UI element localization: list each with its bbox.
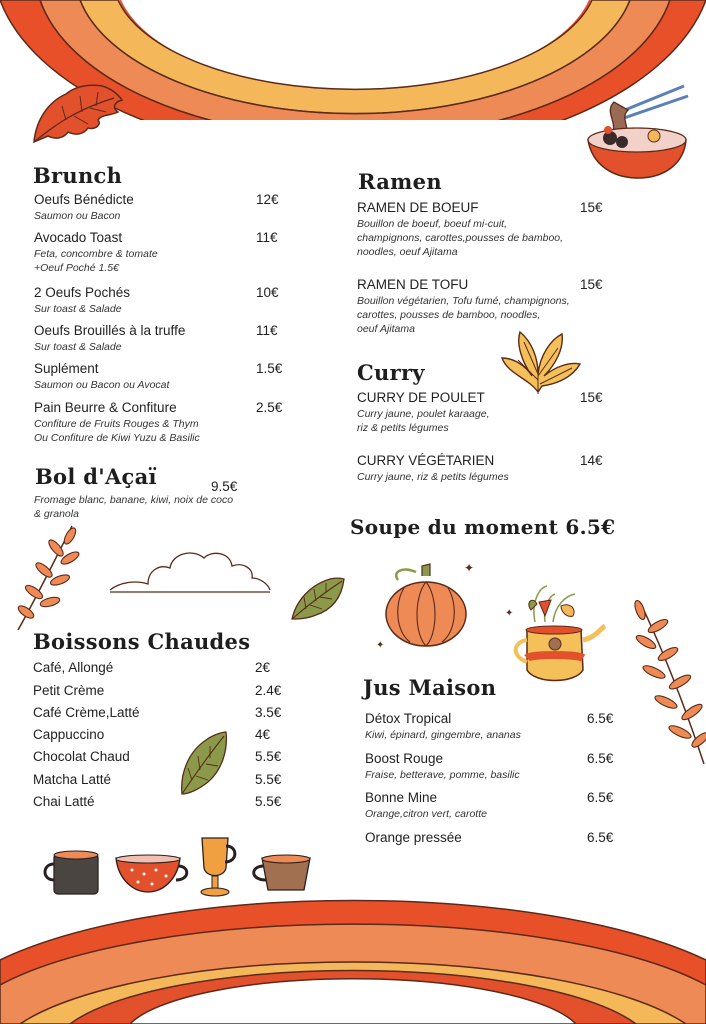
item-price: 15€ bbox=[580, 200, 603, 215]
pumpkin-icon bbox=[372, 560, 478, 652]
item-name: Pain Beurre & Confiture bbox=[34, 400, 177, 415]
boissons-title: Boissons Chaudes bbox=[33, 629, 251, 654]
item-description: Kiwi, épinard, gingembre, ananas bbox=[365, 729, 521, 741]
menu-item bbox=[34, 400, 200, 445]
item-description: champignons, carottes,pousses de bamboo, bbox=[357, 232, 564, 244]
item-price: 11€ bbox=[256, 230, 278, 245]
menu-item bbox=[365, 790, 487, 821]
item-description: Sur toast & Salade bbox=[34, 303, 122, 315]
menu-item bbox=[365, 751, 520, 782]
menu-item bbox=[34, 230, 158, 275]
item-description: Fraise, betterave, pomme, basilic bbox=[365, 769, 520, 781]
item-name: Oeufs Brouillés à la truffe bbox=[34, 323, 186, 338]
jus-title: Jus Maison bbox=[363, 675, 497, 700]
drink-price: 4€ bbox=[255, 727, 271, 742]
item-name: 2 Oeufs Pochés bbox=[34, 285, 131, 300]
acai-title: Bol d'Açaï bbox=[35, 464, 157, 489]
item-description-line-2: Ou Confiture de Kiwi Yuzu & Basilic bbox=[34, 432, 200, 444]
drink-price: 2.4€ bbox=[255, 683, 282, 698]
item-name: RAMEN DE TOFU bbox=[357, 277, 469, 292]
menu-item bbox=[357, 200, 563, 259]
item-description: Sur toast & Salade bbox=[34, 341, 122, 353]
item-name: CURRY DE POULET bbox=[357, 390, 485, 405]
drink-name: Petit Crème bbox=[33, 683, 105, 698]
acai-description-line-2: & granola bbox=[34, 508, 79, 520]
item-description: oeuf Ajitama bbox=[357, 323, 415, 335]
item-price: 15€ bbox=[580, 277, 603, 292]
item-description: Curry jaune, poulet karaage, bbox=[357, 408, 490, 420]
item-description: Bouillon de boeuf, boeuf mi-cuit, bbox=[357, 218, 508, 230]
drink-name: Café, Allongé bbox=[33, 660, 114, 675]
bottom-rainbow-decoration bbox=[0, 890, 706, 1024]
cups-illustration bbox=[40, 834, 315, 900]
menu-item bbox=[357, 453, 509, 484]
brunch-title: Brunch bbox=[33, 163, 123, 188]
item-name: Détox Tropical bbox=[365, 711, 452, 726]
menu-item bbox=[34, 361, 169, 392]
menu-item bbox=[34, 285, 130, 316]
item-price: 15€ bbox=[580, 390, 603, 405]
acai-price: 9.5€ bbox=[211, 479, 238, 494]
item-description: Bouillon végétarien, Tofu fumé, champignons, bbox=[357, 295, 570, 307]
yellow-leaf-icon bbox=[498, 328, 582, 396]
item-price: 6.5€ bbox=[587, 790, 614, 805]
svg-text:✦: ✦ bbox=[464, 561, 475, 575]
drink-price: 2€ bbox=[255, 660, 271, 675]
oak-leaf-icon bbox=[26, 80, 126, 148]
drink-name: Cappuccino bbox=[33, 727, 105, 742]
item-price: 14€ bbox=[580, 453, 603, 468]
item-name: Boost Rouge bbox=[365, 751, 444, 766]
orange-goblet-icon bbox=[201, 838, 235, 896]
item-price: 6.5€ bbox=[587, 830, 614, 845]
ramen-bowl-icon bbox=[584, 82, 690, 184]
item-price: 10€ bbox=[256, 285, 279, 300]
drink-name: Chai Latté bbox=[33, 794, 95, 809]
item-description: Feta, concombre & tomate bbox=[34, 248, 158, 260]
red-bowl-cup-icon bbox=[116, 855, 187, 892]
item-description: Saumon ou Bacon bbox=[34, 210, 121, 222]
acai-description: Fromage blanc, banane, kiwi, noix de coco bbox=[34, 494, 234, 506]
cloud-icon bbox=[108, 546, 272, 596]
drink-name: Café Crème,Latté bbox=[33, 705, 140, 720]
brown-cup-icon bbox=[254, 855, 310, 890]
item-price: 2.5€ bbox=[256, 400, 283, 415]
menu-item bbox=[357, 390, 490, 435]
green-leaf-icon bbox=[178, 730, 230, 796]
fern-leaf-icon bbox=[632, 598, 706, 766]
item-name: Oeufs Bénédicte bbox=[34, 192, 134, 207]
fern-leaf-icon bbox=[14, 522, 80, 632]
drink-price: 3.5€ bbox=[255, 705, 282, 720]
svg-text:✦: ✦ bbox=[505, 608, 514, 619]
drink-price: 5.5€ bbox=[255, 794, 282, 809]
dark-mug-icon bbox=[45, 851, 98, 894]
item-description: Orange,citron vert, carotte bbox=[365, 808, 487, 820]
item-price: 6.5€ bbox=[587, 751, 614, 766]
drink-price: 5.5€ bbox=[255, 749, 282, 764]
curry-title: Curry bbox=[357, 360, 425, 385]
item-description: Saumon ou Bacon ou Avocat bbox=[34, 379, 170, 391]
item-price: 1.5€ bbox=[256, 361, 283, 376]
item-description-line-2: +Oeuf Poché 1.5€ bbox=[34, 262, 119, 274]
item-name: Suplément bbox=[34, 361, 99, 376]
item-description: Curry jaune, riz & petits légumes bbox=[357, 471, 509, 483]
menu-item bbox=[34, 323, 185, 354]
item-name: CURRY VÉGÉTARIEN bbox=[357, 453, 495, 468]
item-name: RAMEN DE BOEUF bbox=[357, 200, 479, 215]
item-description: riz & petits légumes bbox=[357, 422, 449, 434]
item-price: 11€ bbox=[256, 323, 278, 338]
drink-price: 5.5€ bbox=[255, 772, 282, 787]
item-description: carottes, pousses de bamboo, noodles, bbox=[357, 309, 541, 321]
item-name: Orange pressée bbox=[365, 830, 462, 845]
item-name: Bonne Mine bbox=[365, 790, 438, 805]
item-description: noodles, oeuf Ajitama bbox=[357, 246, 458, 258]
menu-item bbox=[365, 711, 521, 742]
drink-name: Chocolat Chaud bbox=[33, 749, 130, 764]
item-price: 6.5€ bbox=[587, 711, 614, 726]
drink-name: Matcha Latté bbox=[33, 772, 112, 787]
item-price: 12€ bbox=[256, 192, 279, 207]
item-description: Confiture de Fruits Rouges & Thym bbox=[34, 418, 199, 430]
menu-item bbox=[365, 830, 462, 845]
menu-item bbox=[34, 192, 134, 223]
teapot-flowers-icon bbox=[505, 582, 607, 692]
soupe-title: Soupe du moment 6.5€ bbox=[350, 515, 616, 539]
item-name: Avocado Toast bbox=[34, 230, 123, 245]
svg-text:✦: ✦ bbox=[376, 640, 385, 651]
ramen-title: Ramen bbox=[358, 169, 442, 194]
green-leaf-icon bbox=[290, 575, 346, 621]
